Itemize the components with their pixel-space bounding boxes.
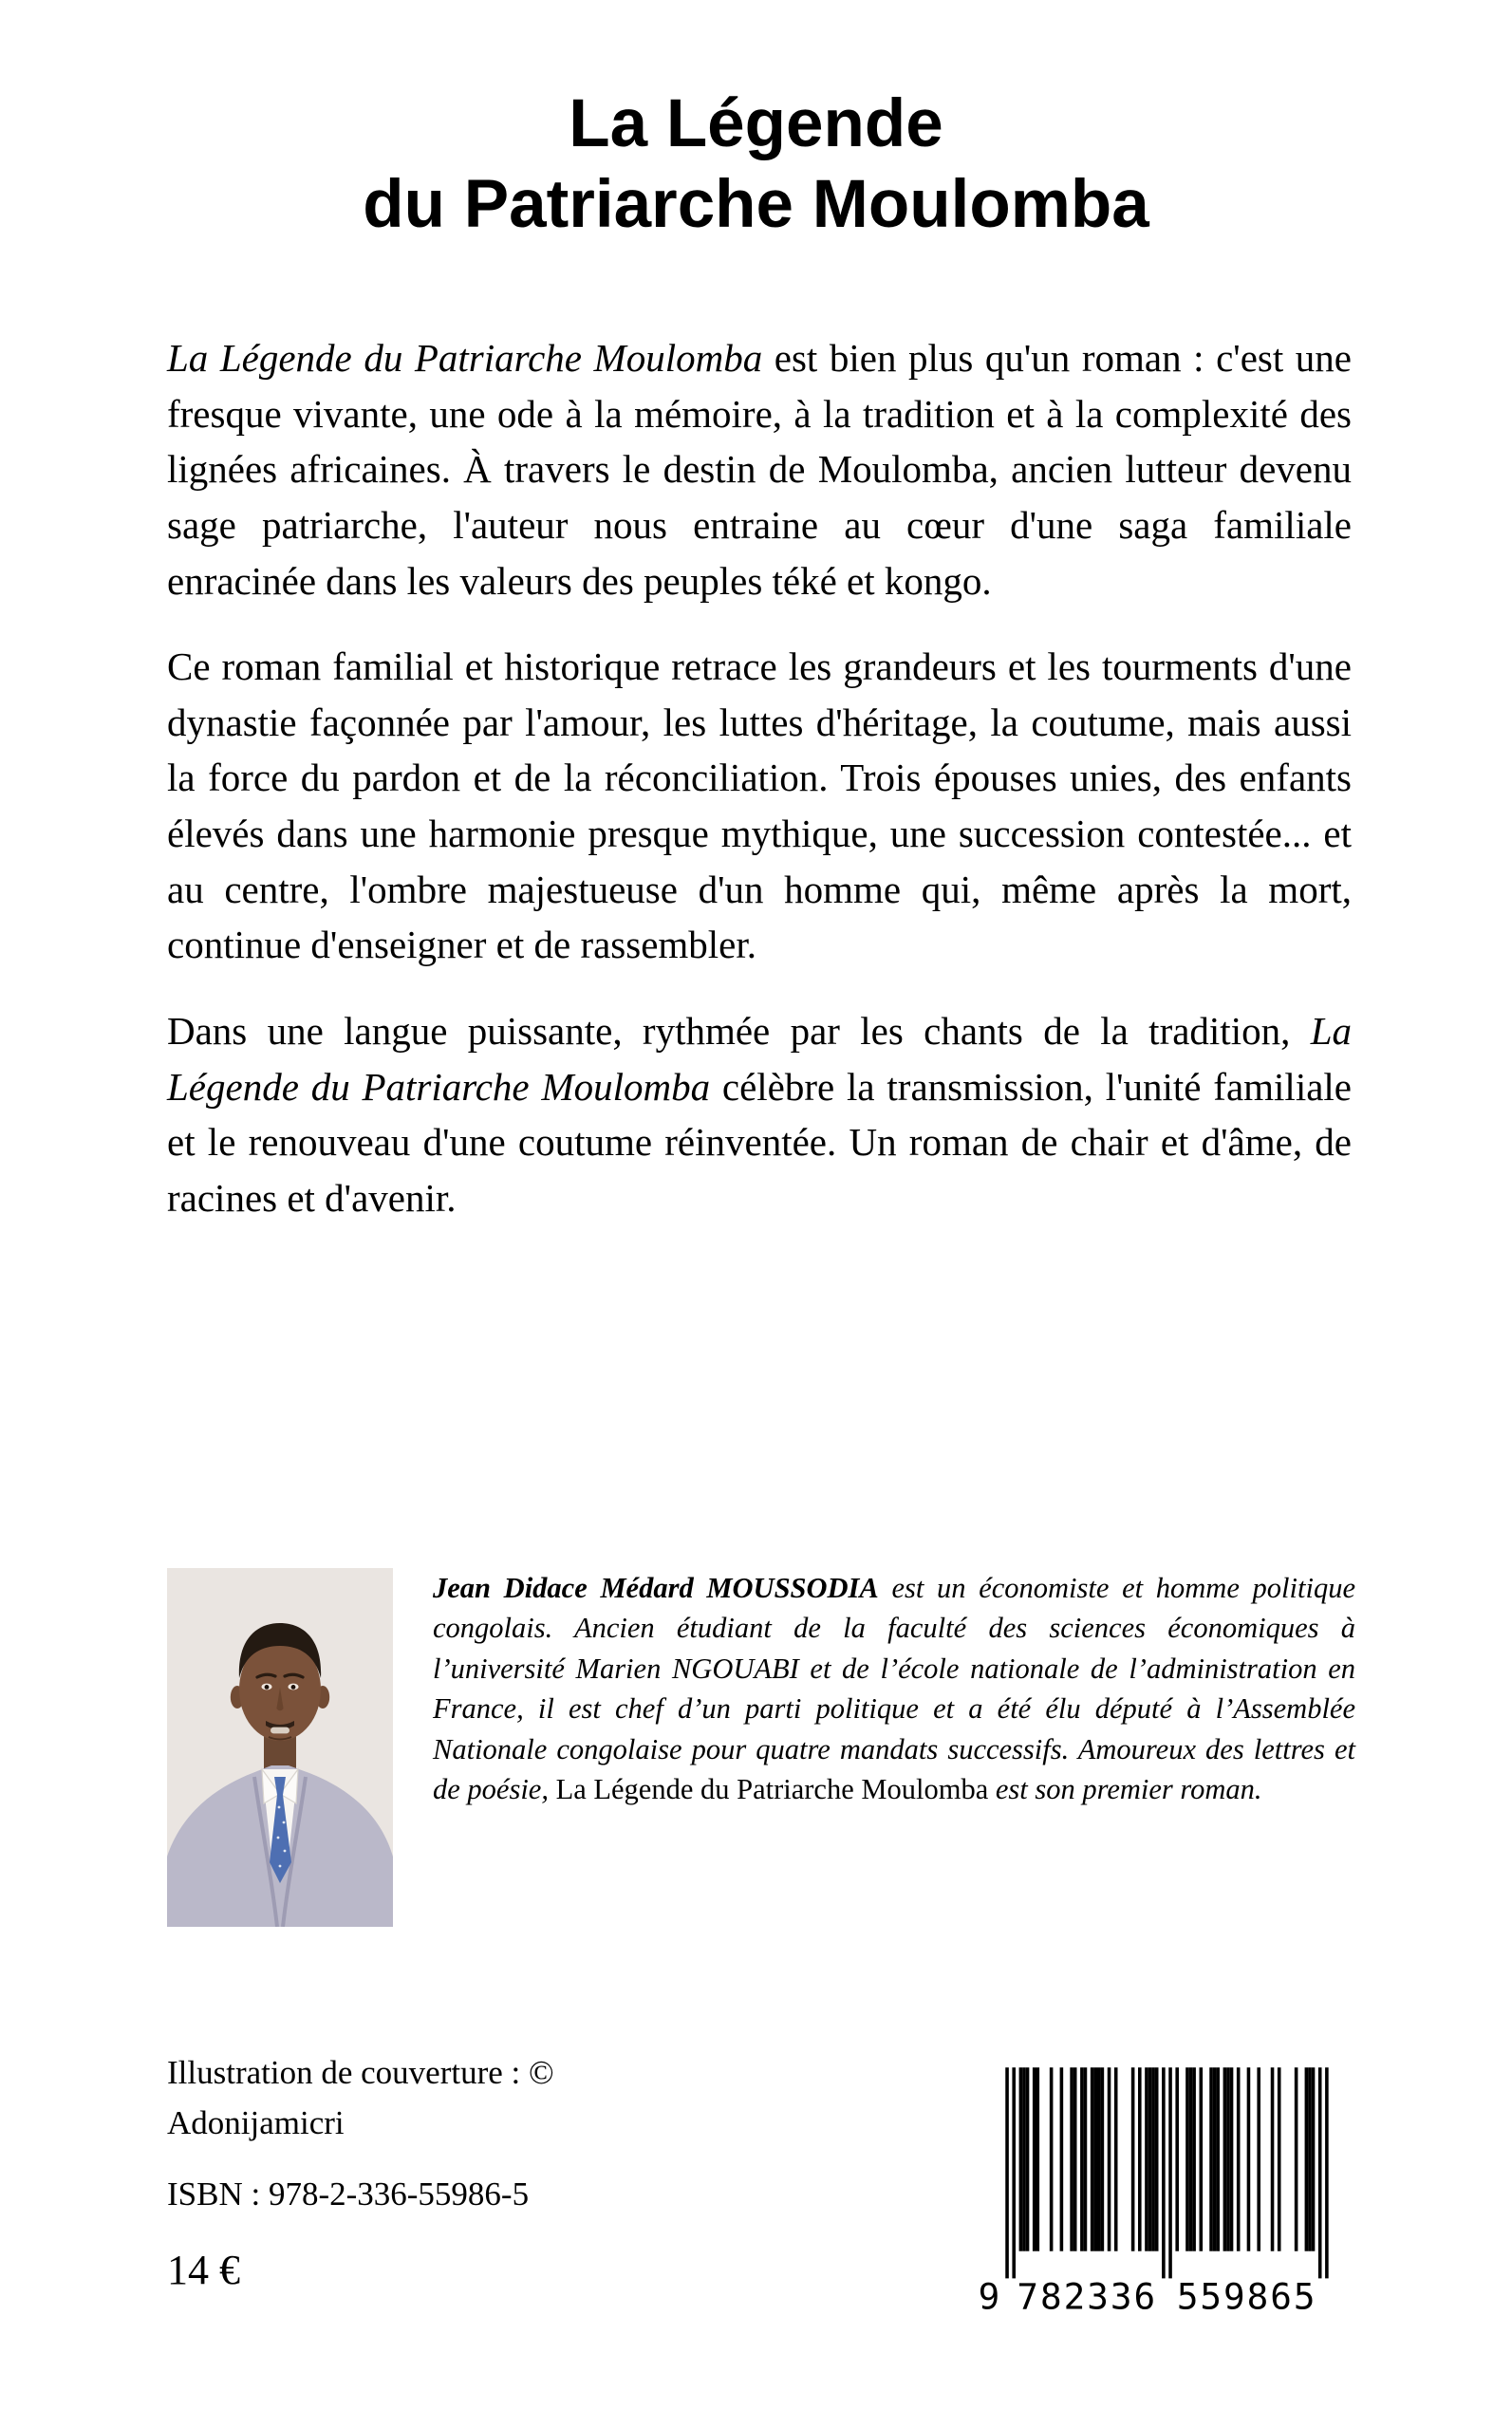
inline-book-title: La Légende du Patriarche Moulomba [555,1772,989,1805]
pupil-left [265,1685,270,1690]
barcode-svg [975,2067,1342,2316]
cover-illustration-credit [167,2048,554,2148]
book-title [0,84,1512,245]
barcode-digits: 9 [978,2275,1002,2316]
inline-book-title: La Légende du Patriarche Moulomba [167,1008,1352,1109]
synopsis-paragraph-2: Ce roman familial et historique retrace les grandeurs et les tourments d'une dynastie façonnée par l'amour, les luttes d'héritage, la coutume, mais aussi la force du pardon et de la réconciliation. Trois épouses unies, des enfants élevés dans une harmonie presque mythique, une succession contestée... et au centre, l'ombre majestueuse d'un homme qui, même après la mort, continue d'enseigner et de rassembler. [167,644,1352,967]
book-title-line1: La Légende [569,86,943,161]
isbn: ISBN : 978-2-336-55986-5 [167,2176,530,2213]
inline-book-title: La Légende du Patriarche Moulomba [167,336,763,380]
author-portrait-illustration [167,1568,393,1927]
author-name: Jean Didace Médard MOUSSODIA [433,1572,879,1604]
price: 14 € [167,2247,240,2293]
synopsis [167,330,1352,1256]
synopsis-text-3b: célèbre la transmission, l'unité familiale et le renouveau d'une coutume réinventée. Un roman de chair et d'âme, de racines et d'avenir. [167,1064,1352,1220]
author-section [167,1568,1355,1927]
barcode-digits: 559865 [1176,2275,1317,2316]
book-title-line2: du Patriarche Moulomba [363,167,1149,243]
mouth [271,1727,289,1734]
bio-text-1: est un économiste et homme politique congolais. Ancien étudiant de la faculté des sciences économiques à l’université Marien NGOUABI et de l’école nationale de l’administration en France, il est chef d’un parti politique et a été élu député à l’Assemblée Nationale congolaise pour quatre mandats successifs. Amoureux des lettres et de poésie, [433,1572,1355,1805]
synopsis-paragraph-1 [167,330,1352,608]
pupil-right [291,1685,296,1690]
credit-line2: Adonijamicri [167,2103,345,2141]
synopsis-text-1: est bien plus qu'un roman : c'est une fresque vivante, une ode à la mémoire, à la tradition et à la complexité des lignées africaines. À travers le destin de Moulomba, ancien lutteur devenu sage patriarche, l'auteur nous entraine au cœur d'une saga familiale enracinée dans les valeurs des peuples téké et kongo. [167,336,1352,603]
author-photo [167,1568,393,1927]
synopsis-text-3a: Dans une langue puissante, rythmée par les chants de la tradition, [167,1008,1311,1053]
barcode-digits: 782336 [1017,2275,1158,2316]
barcode [975,2067,1342,2316]
synopsis-paragraph-3 [167,1003,1352,1226]
credit-line1: Illustration de couverture : © [167,2054,554,2091]
bio-text-2: est son premier roman. [988,1772,1262,1805]
author-bio [433,1568,1355,1809]
